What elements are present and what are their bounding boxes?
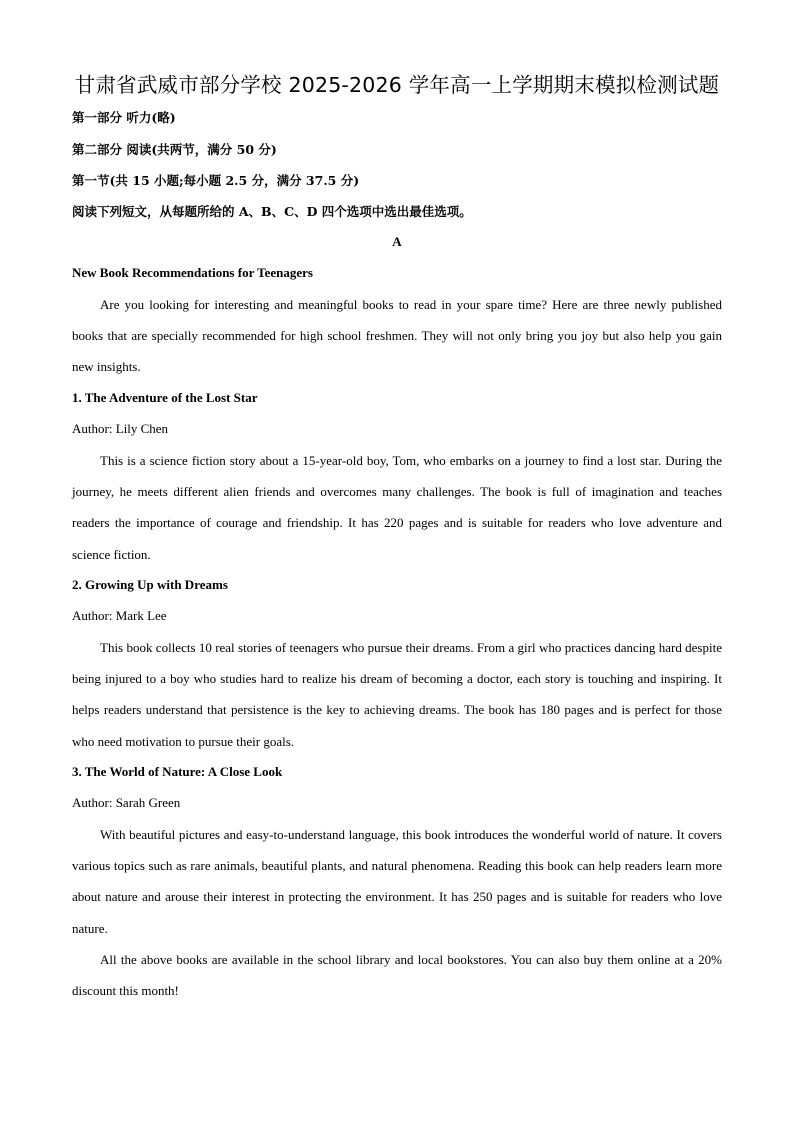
intro-paragraph bbox=[72, 289, 722, 383]
book-author-3: Author: Sarah Green bbox=[72, 795, 181, 810]
book-description-3-block bbox=[72, 819, 722, 944]
book-description-1-block bbox=[72, 445, 722, 570]
book-description-3: With beautiful pictures and easy-to-understand language, this book introduces the wonderful world of nature. It covers various topics such as rare animals, beautiful plants, and natural phenomena. Reading this book can help readers learn more about nature and arouse their interest in protecting the environment. It has 250 pages and is suitable for readers who love nature. bbox=[72, 827, 722, 936]
passage-letter: A bbox=[392, 234, 402, 249]
book-description-1: This is a science fiction story about a 15-year-old boy, Tom, who embarks on a journey to find a lost star. During the journey, he meets different alien friends and overcomes many challenges. The book is full of imagination and teaches readers the importance of courage and friendship. It has 220 pages and is suitable for readers who love adventure and science fiction. bbox=[72, 453, 722, 562]
book-title-3: 3. The World of Nature: A Close Look bbox=[72, 764, 283, 779]
book-author-2: Author: Mark Lee bbox=[72, 608, 167, 623]
book-title-2: 2. Growing Up with Dreams bbox=[72, 577, 228, 592]
closing-paragraph bbox=[72, 944, 722, 1006]
instruction: 阅读下列短文，从每题所给的 A、B、C、D 四个选项中选出最佳选项。 bbox=[72, 204, 472, 219]
book-author-1: Author: Lily Chen bbox=[72, 421, 169, 436]
part1-heading: 第一部分 听力(略) bbox=[72, 110, 176, 125]
passage-heading: New Book Recommendations for Teenagers bbox=[72, 265, 313, 280]
book-title-1: 1. The Adventure of the Lost Star bbox=[72, 390, 258, 405]
section1-heading: 第一节(共 15 小题;每小题 2.5 分，满分 37.5 分) bbox=[72, 173, 360, 188]
exam-title: 甘肃省武威市部分学校 2025-2026 学年高一上学期期末模拟检测试题 bbox=[74, 73, 720, 97]
book-description-2-block bbox=[72, 632, 722, 757]
intro-text: Are you looking for interesting and meaningful books to read in your spare time? Here are three newly published books that are specially recommended for high school freshmen. They will not only bring you joy but also help you gain new insights. bbox=[72, 297, 722, 375]
closing-text: All the above books are available in the school library and local bookstores. You can also buy them online at a 20% discount this month! bbox=[72, 952, 722, 999]
book-description-2: This book collects 10 real stories of teenagers who pursue their dreams. From a girl who practices dancing hard despite being injured to a boy who studies hard to realize his dream of becoming a doctor, each story is touching and inspiring. It helps readers understand that persistence is the key to achieving dreams. The book has 180 pages and is perfect for those who need motivation to pursue their goals. bbox=[72, 640, 722, 749]
part2-heading: 第二部分 阅读(共两节，满分 50 分) bbox=[72, 142, 277, 157]
